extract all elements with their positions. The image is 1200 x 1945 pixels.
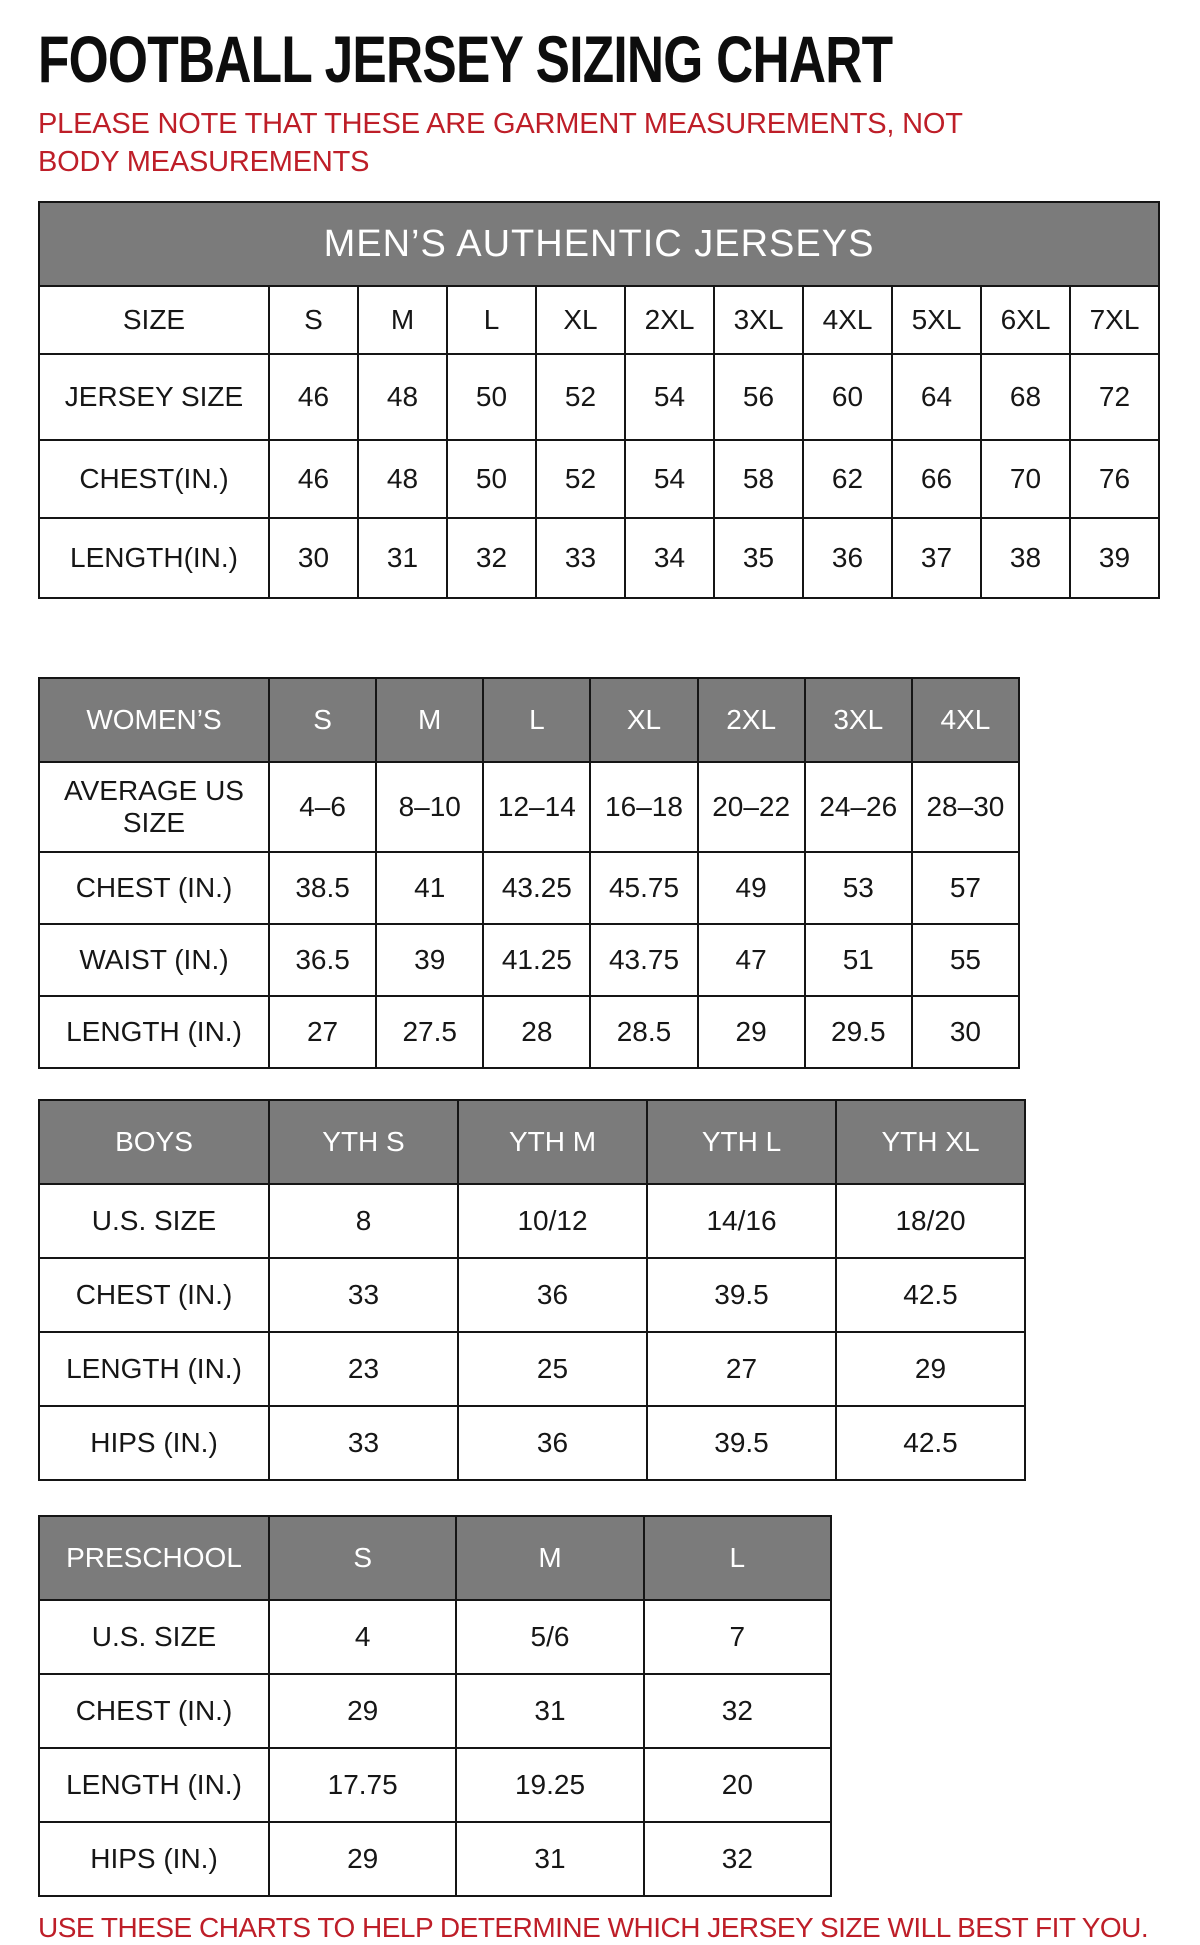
value-cell: 39.5 — [647, 1258, 836, 1332]
value-cell: 37 — [892, 518, 981, 598]
value-cell: 36 — [458, 1406, 647, 1480]
value-cell: M — [358, 286, 447, 354]
table-row — [39, 1600, 831, 1674]
row-label-cell: SIZE — [39, 286, 269, 354]
value-cell: 12–14 — [483, 762, 590, 852]
value-cell: 64 — [892, 354, 981, 440]
row-label-cell: AVERAGE US SIZE — [39, 762, 269, 852]
row-label-cell: U.S. SIZE — [39, 1184, 269, 1258]
value-cell: 30 — [912, 996, 1019, 1068]
size-header-row — [39, 286, 1159, 354]
value-cell: 32 — [644, 1674, 831, 1748]
row-label-cell: LENGTH (IN.) — [39, 996, 269, 1068]
value-cell: 39.5 — [647, 1406, 836, 1480]
boys-sizing-table — [38, 1099, 1026, 1481]
value-cell: 41 — [376, 852, 483, 924]
value-cell: 33 — [269, 1258, 458, 1332]
value-cell: 7 — [644, 1600, 831, 1674]
value-cell: YTH XL — [836, 1100, 1025, 1184]
value-cell: 43.25 — [483, 852, 590, 924]
value-cell: 3XL — [714, 286, 803, 354]
value-cell: YTH S — [269, 1100, 458, 1184]
value-cell: 14/16 — [647, 1184, 836, 1258]
value-cell: 51 — [805, 924, 912, 996]
value-cell: YTH L — [647, 1100, 836, 1184]
value-cell: 52 — [536, 440, 625, 518]
value-cell: 34 — [625, 518, 714, 598]
value-cell: 2XL — [625, 286, 714, 354]
value-cell: 46 — [269, 354, 358, 440]
row-label-cell: CHEST (IN.) — [39, 852, 269, 924]
value-cell: 36.5 — [269, 924, 376, 996]
value-cell: 38.5 — [269, 852, 376, 924]
fit-advice-footer: USE THESE CHARTS TO HELP DETERMINE WHICH JERSEY SIZE WILL BEST FIT YOU. — [38, 1912, 1149, 1944]
value-cell: 20 — [644, 1748, 831, 1822]
value-cell: 42.5 — [836, 1258, 1025, 1332]
value-cell: 6XL — [981, 286, 1070, 354]
value-cell: 29 — [698, 996, 805, 1068]
value-cell: 32 — [447, 518, 536, 598]
value-cell: 58 — [714, 440, 803, 518]
value-cell: 20–22 — [698, 762, 805, 852]
value-cell: 17.75 — [269, 1748, 456, 1822]
table-row — [39, 1406, 1025, 1480]
value-cell: 48 — [358, 354, 447, 440]
value-cell: 3XL — [805, 678, 912, 762]
value-cell: XL — [590, 678, 697, 762]
row-label-cell: LENGTH (IN.) — [39, 1332, 269, 1406]
value-cell: 35 — [714, 518, 803, 598]
value-cell: 36 — [458, 1258, 647, 1332]
value-cell: 62 — [803, 440, 892, 518]
value-cell: 18/20 — [836, 1184, 1025, 1258]
row-label-cell: HIPS (IN.) — [39, 1406, 269, 1480]
value-cell: 53 — [805, 852, 912, 924]
value-cell: 66 — [892, 440, 981, 518]
value-cell: 50 — [447, 354, 536, 440]
value-cell: 27 — [647, 1332, 836, 1406]
value-cell: 29 — [269, 1822, 456, 1896]
value-cell: 41.25 — [483, 924, 590, 996]
garment-measurements-note: PLEASE NOTE THAT THESE ARE GARMENT MEASUREMENTS, NOT BODY MEASUREMENTS — [38, 108, 963, 178]
value-cell: 4XL — [912, 678, 1019, 762]
table-row — [39, 1748, 831, 1822]
value-cell: 39 — [1070, 518, 1159, 598]
value-cell: 4–6 — [269, 762, 376, 852]
value-cell: 55 — [912, 924, 1019, 996]
table-row — [39, 762, 1019, 852]
table-row — [39, 1822, 831, 1896]
value-cell: 5/6 — [456, 1600, 643, 1674]
value-cell: 24–26 — [805, 762, 912, 852]
value-cell: 60 — [803, 354, 892, 440]
value-cell: 43.75 — [590, 924, 697, 996]
value-cell: 25 — [458, 1332, 647, 1406]
value-cell: 33 — [269, 1406, 458, 1480]
row-label-cell: WAIST (IN.) — [39, 924, 269, 996]
row-label-cell: U.S. SIZE — [39, 1600, 269, 1674]
value-cell: 72 — [1070, 354, 1159, 440]
table-header-row — [39, 678, 1019, 762]
value-cell: 70 — [981, 440, 1070, 518]
value-cell: 52 — [536, 354, 625, 440]
value-cell: 19.25 — [456, 1748, 643, 1822]
table-row — [39, 1184, 1025, 1258]
value-cell: 10/12 — [458, 1184, 647, 1258]
value-cell: 50 — [447, 440, 536, 518]
value-cell: 30 — [269, 518, 358, 598]
page-title: FOOTBALL JERSEY SIZING CHART — [38, 22, 893, 96]
table-banner-row — [39, 202, 1159, 286]
value-cell: 39 — [376, 924, 483, 996]
table-row — [39, 354, 1159, 440]
value-cell: 2XL — [698, 678, 805, 762]
value-cell: 45.75 — [590, 852, 697, 924]
value-cell: 68 — [981, 354, 1070, 440]
value-cell: 31 — [358, 518, 447, 598]
preschool-sizing-table — [38, 1515, 832, 1897]
value-cell: 36 — [803, 518, 892, 598]
value-cell: 31 — [456, 1674, 643, 1748]
table-row — [39, 852, 1019, 924]
value-cell: M — [376, 678, 483, 762]
row-label-cell: CHEST(IN.) — [39, 440, 269, 518]
row-label-cell: LENGTH(IN.) — [39, 518, 269, 598]
value-cell: 48 — [358, 440, 447, 518]
value-cell: XL — [536, 286, 625, 354]
value-cell: 28–30 — [912, 762, 1019, 852]
value-cell: 46 — [269, 440, 358, 518]
value-cell: 16–18 — [590, 762, 697, 852]
row-label-cell: JERSEY SIZE — [39, 354, 269, 440]
value-cell: 4XL — [803, 286, 892, 354]
value-cell: 76 — [1070, 440, 1159, 518]
value-cell: 42.5 — [836, 1406, 1025, 1480]
value-cell: 28.5 — [590, 996, 697, 1068]
value-cell: 33 — [536, 518, 625, 598]
value-cell: 49 — [698, 852, 805, 924]
womens-sizing-table — [38, 677, 1020, 1069]
table-row — [39, 1332, 1025, 1406]
value-cell: 29 — [269, 1674, 456, 1748]
value-cell: 5XL — [892, 286, 981, 354]
table-row — [39, 1258, 1025, 1332]
value-cell: L — [644, 1516, 831, 1600]
value-cell: 31 — [456, 1822, 643, 1896]
value-cell: YTH M — [458, 1100, 647, 1184]
value-cell: L — [483, 678, 590, 762]
table-header-row — [39, 1100, 1025, 1184]
table-row — [39, 440, 1159, 518]
row-label-cell: BOYS — [39, 1100, 269, 1184]
value-cell: 27 — [269, 996, 376, 1068]
value-cell: 29 — [836, 1332, 1025, 1406]
table-row — [39, 924, 1019, 996]
value-cell: S — [269, 678, 376, 762]
table-row — [39, 1674, 831, 1748]
row-label-cell: PRESCHOOL — [39, 1516, 269, 1600]
mens-authentic-jerseys-table — [38, 201, 1160, 599]
value-cell: L — [447, 286, 536, 354]
row-label-cell: CHEST (IN.) — [39, 1258, 269, 1332]
value-cell: 29.5 — [805, 996, 912, 1068]
value-cell: 7XL — [1070, 286, 1159, 354]
value-cell: 28 — [483, 996, 590, 1068]
value-cell: 38 — [981, 518, 1070, 598]
table-banner: MEN’S AUTHENTIC JERSEYS — [39, 202, 1159, 286]
value-cell: M — [456, 1516, 643, 1600]
value-cell: 4 — [269, 1600, 456, 1674]
value-cell: 8 — [269, 1184, 458, 1258]
value-cell: 57 — [912, 852, 1019, 924]
table-row — [39, 518, 1159, 598]
row-label-cell: HIPS (IN.) — [39, 1822, 269, 1896]
table-row — [39, 996, 1019, 1068]
value-cell: 32 — [644, 1822, 831, 1896]
value-cell: 56 — [714, 354, 803, 440]
value-cell: 27.5 — [376, 996, 483, 1068]
row-label-cell: LENGTH (IN.) — [39, 1748, 269, 1822]
value-cell: 47 — [698, 924, 805, 996]
value-cell: 54 — [625, 440, 714, 518]
value-cell: S — [269, 1516, 456, 1600]
value-cell: 8–10 — [376, 762, 483, 852]
value-cell: S — [269, 286, 358, 354]
row-label-cell: WOMEN’S — [39, 678, 269, 762]
value-cell: 54 — [625, 354, 714, 440]
table-header-row — [39, 1516, 831, 1600]
value-cell: 23 — [269, 1332, 458, 1406]
row-label-cell: CHEST (IN.) — [39, 1674, 269, 1748]
